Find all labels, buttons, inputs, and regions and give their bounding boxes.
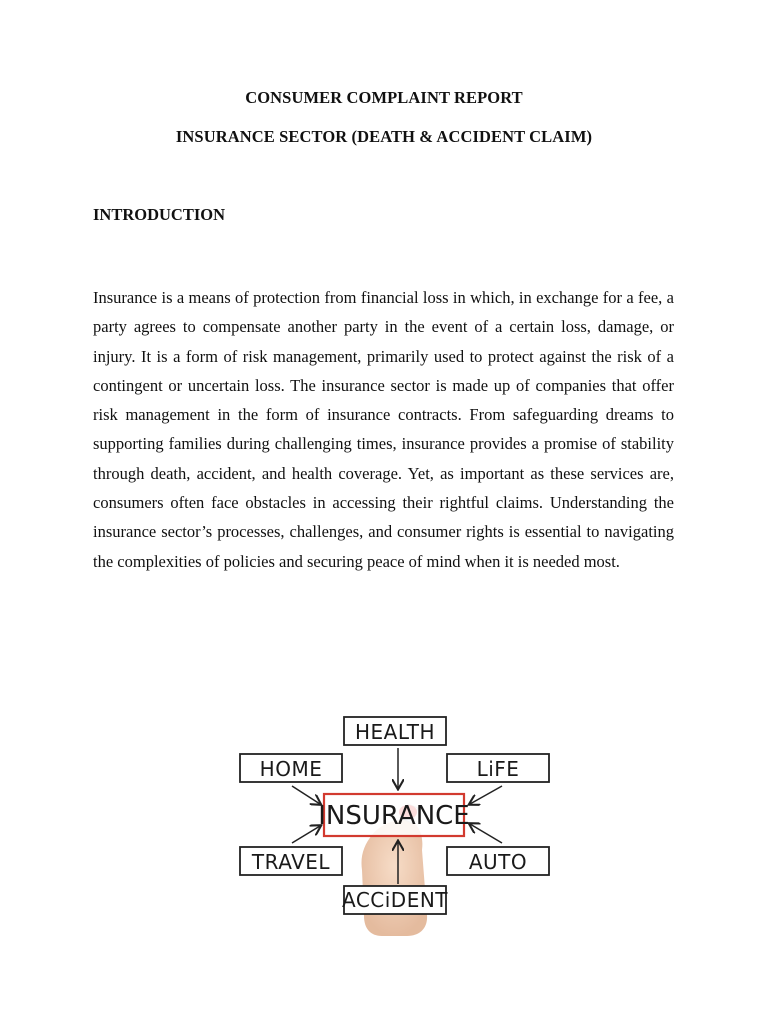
accident-label: ACCiDENT: [341, 888, 449, 912]
auto-label: AUTO: [468, 850, 528, 874]
report-title: CONSUMER COMPLAINT REPORT: [245, 88, 523, 107]
arrow-auto: [470, 824, 502, 843]
life-node: [447, 754, 549, 782]
report-subtitle: INSURANCE SECTOR (DEATH & ACCIDENT CLAIM): [175, 127, 593, 146]
introduction-paragraph: Insurance is a means of protection from financial loss in which, in exchange for a fee, a party agrees to compensate another party in the event of a certain loss, damage, or injury. It is a form of risk management, primarily used to protect against the risk of a contingent or uncertain loss. The insurance sector is made up of companies that offer risk management in the form of insurance contracts. From safeguarding dreams to supporting families during challenging times, insurance provides a promise of stability through death, accident, and health coverage. Yet, as important as these services are, consumers often face obstacles in accessing their rightful claims. Understanding the insurance sector’s processes, challenges, and consumer rights is essential to navigating the complexities of policies and securing peace of mind when it is needed most.: [93, 288, 674, 571]
auto-node: [447, 847, 549, 875]
travel-node: [240, 847, 342, 875]
travel-label: TRAVEL: [251, 850, 331, 874]
arrow-home: [292, 786, 320, 804]
section-heading-introduction: INTRODUCTION: [93, 205, 226, 224]
arrow-life: [470, 786, 502, 804]
home-label: HOME: [259, 757, 323, 781]
accident-node: [342, 886, 448, 914]
home-node: [240, 754, 342, 782]
insurance-label: INSURANCE: [318, 801, 470, 831]
life-label: LiFE: [476, 757, 520, 781]
health-node: [344, 717, 446, 745]
insurance-diagram-image: [222, 700, 572, 940]
insurance-diagram-svg: [222, 700, 572, 940]
insurance-center-node: [318, 794, 469, 836]
health-label: HEALTH: [354, 720, 436, 744]
arrow-travel: [292, 826, 320, 843]
